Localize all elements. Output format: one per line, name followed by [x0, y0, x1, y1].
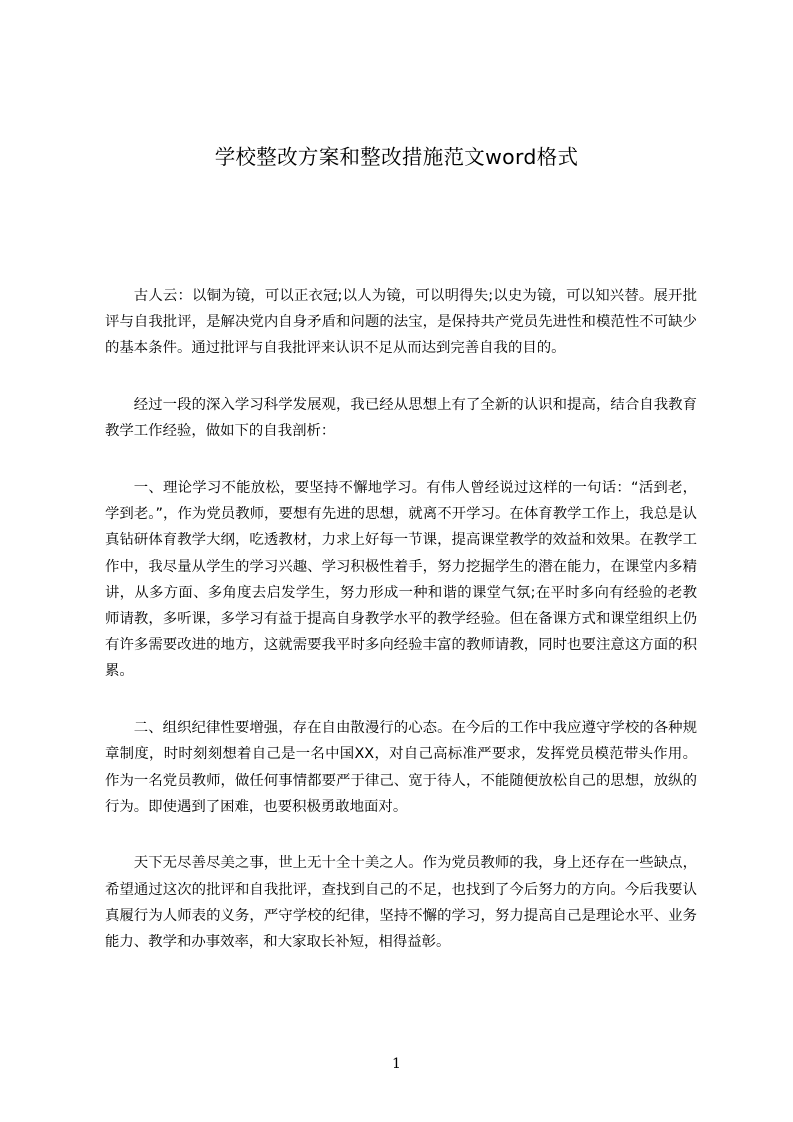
- paragraph-self-analysis: 经过一段的深入学习科学发展观，我已经从思想上有了全新的认识和提高，结合自我教育教学工作经验，做如下的自我剖析：: [105, 397, 697, 440]
- document-title: 学校整改方案和整改措施范文word格式: [214, 145, 579, 169]
- paragraph-intro: 古人云：以铜为镜，可以正衣冠;以人为镜，可以明得失;以史为镜，可以知兴替。展开批评与自我批评，是解决党内自身矛盾和问题的法宝，是保持共产党员先进性和模范性不可缺少的基本条件。通过批评与自我批评来认识不足从而达到完善自我的目的。: [105, 288, 697, 357]
- document-body: [105, 283, 697, 986]
- paragraph-conclusion: 天下无尽善尽美之事，世上无十全十美之人。作为党员教师的我，身上还存在一些缺点，希望通过这次的批评和自我批评，查找到自己的不足，也找到了今后努力的方向。今后我要认真履行为人师表的义务，严守学校的纪律，坚持不懈的学习，努力提高自己是理论水平、业务能力、教学和办事效率，和大家取长补短，相得益彰。: [105, 855, 697, 951]
- page-number: 1: [392, 1056, 401, 1072]
- paragraph-theory-study: 一、理论学习不能放松，要坚持不懈地学习。有伟人曾经说过这样的一句话：“活到老，学到老。”，作为党员教师，要想有先进的思想，就离不开学习。在体育教学工作上，我总是认真钻研体育教学大纲，吃透教材，力求上好每一节课，提高课堂教学的效益和效果。在教学工作中，我尽量从学生的学习兴趣、学习积极性着手，努力挖掘学生的潜在能力，在课堂内多精讲，从多方面、多角度去启发学生，努力形成一种和谐的课堂气氛;在平时多向有经验的老教师请教，多听课，多学习有益于提高自身教学水平的教学经验。但在备课方式和课堂组织上仍有许多需要改进的地方，这就需要我平时多向经验丰富的教师请教，同时也要注意这方面的积累。: [105, 480, 697, 680]
- paragraph-discipline: 二、组织纪律性要增强，存在自由散漫行的心态。在今后的工作中我应遵守学校的各种规章制度，时时刻刻想着自己是一名中国XX，对自己高标准严要求，发挥党员模范带头作用。作为一名党员教师，做任何事情都要严于律己、宽于待人，不能随便放松自己的思想，放纵的行为。即使遇到了困难，也要积极勇敢地面对。: [105, 720, 697, 815]
